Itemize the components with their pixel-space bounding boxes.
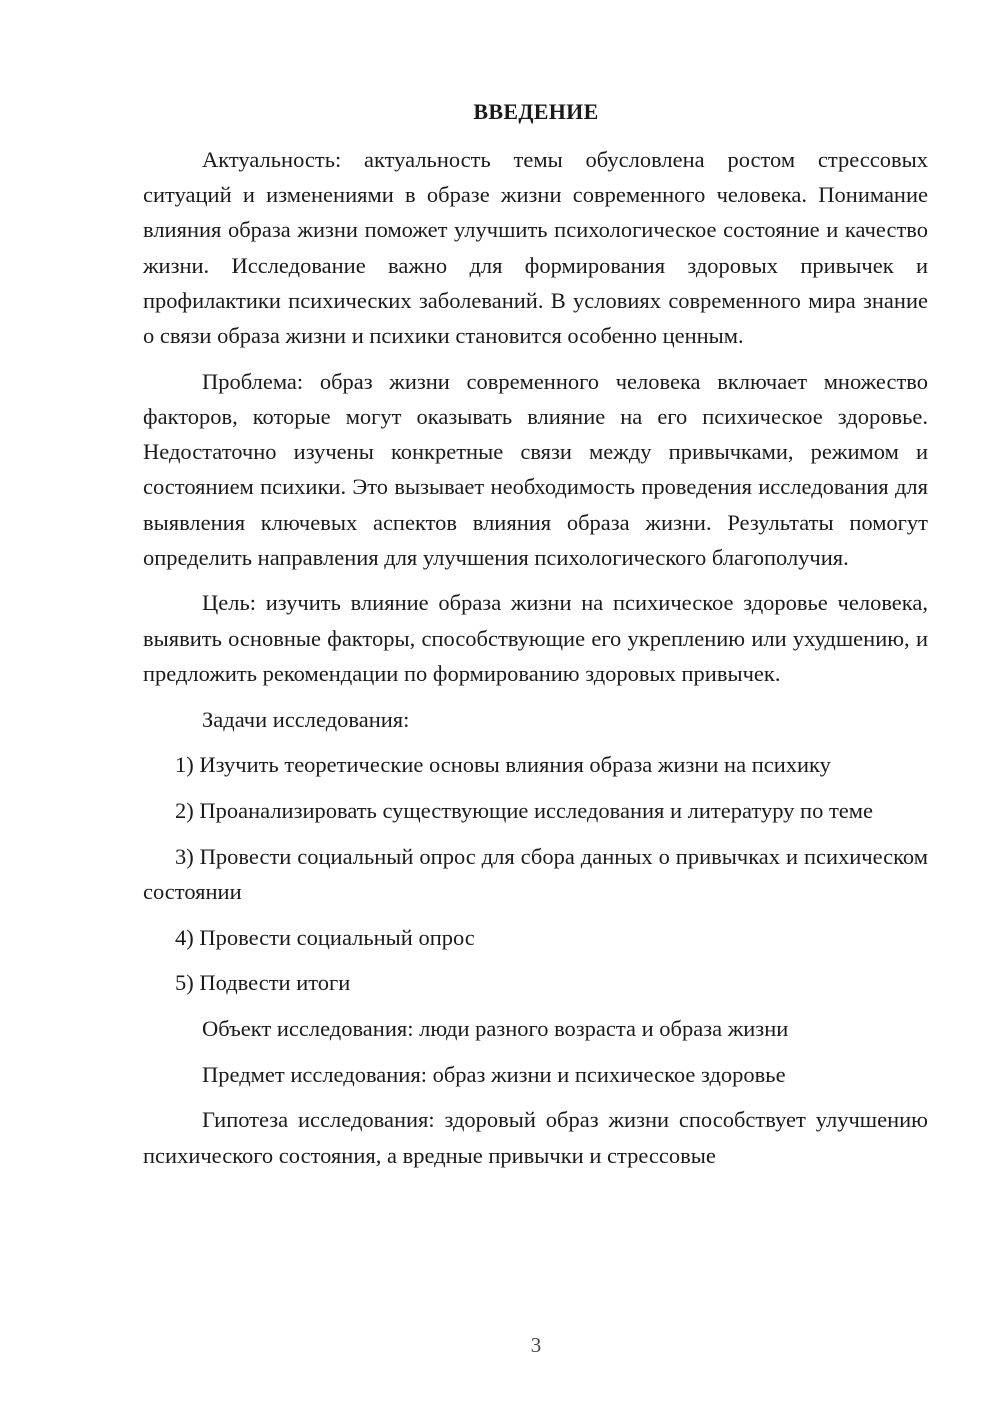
- task-item-2: 2) Проанализировать существующие исследования и литературу по теме: [175, 797, 873, 823]
- paragraph-relevance: Актуальность: актуальность темы обусловлена ростом стрессовых ситуаций и изменениями в образе жизни современного человека. Понимание влияния образа жизни поможет улучшить психологическое состояние и качество жизни. Исследование важно для формирования здоровых привычек и профилактики психических заболеваний. В условиях современного мира знание о связи образа жизни и психики становится особенно ценным.: [143, 147, 928, 349]
- paragraph-subject: Предмет исследования: образ жизни и психическое здоровье: [202, 1061, 786, 1087]
- task-item-4: 4) Провести социальный опрос: [175, 924, 475, 950]
- paragraph-goal: Цель: изучить влияние образа жизни на психическое здоровье человека, выявить основные факторы, способствующие его укреплению или ухудшению, и предложить рекомендации по формированию здоровых привычек.: [143, 590, 928, 686]
- paragraph-problem: Проблема: образ жизни современного человека включает множество факторов, которые могут оказывать влияние на его психическое здоровье. Недостаточно изучены конкретные связи между привычками, режимом и состоянием психики. Это вызывает необходимость проведения исследования для выявления ключевых аспектов влияния образа жизни. Результаты помогут определить направления для улучшения психологического благополучия.: [143, 368, 928, 570]
- paragraph-hypothesis: Гипотеза исследования: здоровый образ жизни способствует улучшению психического состояния, а вредные привычки и стрессовые: [143, 1107, 928, 1168]
- document-body: [143, 142, 928, 1173]
- paragraph-tasks-heading: Задачи исследования:: [202, 706, 410, 732]
- task-item-3: 3) Провести социальный опрос для сбора данных о привычках и психическом состоянии: [143, 843, 928, 904]
- page-number: 3: [530, 1333, 542, 1357]
- paragraph-object: Объект исследования: люди разного возраста и образа жизни: [202, 1015, 789, 1041]
- section-title: ВВЕДЕНИЕ: [473, 99, 599, 124]
- task-item-1: 1) Изучить теоретические основы влияния образа жизни на психику: [175, 752, 831, 778]
- task-item-5: 5) Подвести итоги: [175, 970, 351, 996]
